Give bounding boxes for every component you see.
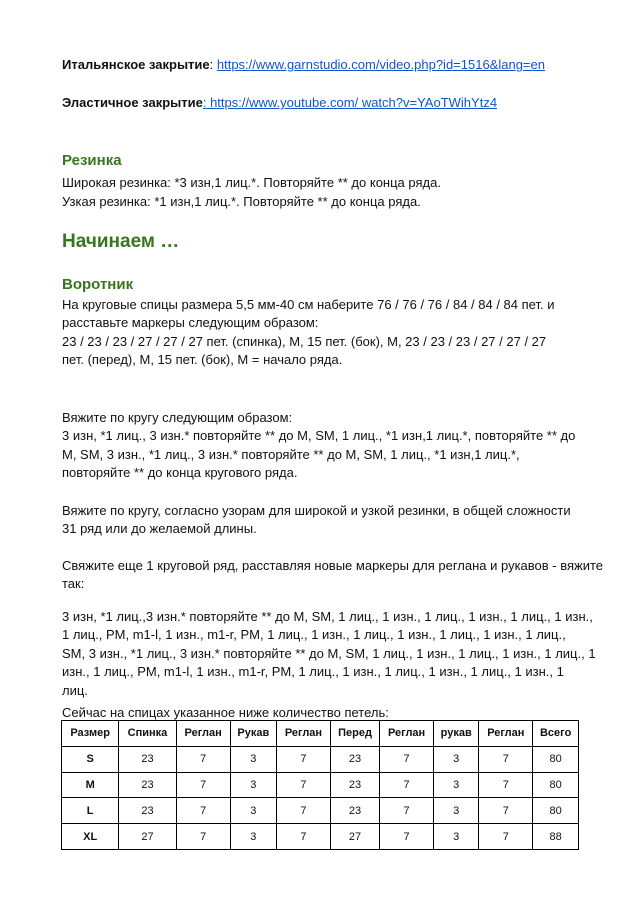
table-cell: 7 (479, 798, 533, 824)
table-header-cell: Перед (330, 721, 379, 747)
table-row (62, 772, 579, 798)
table-row (62, 824, 579, 850)
paragraph-line: лиц. (62, 682, 88, 698)
paragraph-line: Вяжите по кругу, согласно узорам для широкой и узкой резинки, в общей сложности (62, 503, 571, 518)
table-cell: 7 (380, 824, 434, 850)
table-cell: 7 (176, 824, 230, 850)
elastic-bindoff-link[interactable] (203, 95, 497, 110)
table-cell: 3 (230, 772, 276, 798)
table-row (62, 798, 579, 824)
table-header-cell: Реглан (479, 721, 533, 747)
paragraph-line: 1 лиц., PM, m1-l, 1 изн., m1-r, PM, 1 лиц., 1 изн., 1 лиц., 1 изн., 1 лиц., 1 изн., 1 лиц., (62, 627, 566, 643)
rib-wide-text: Широкая резинка: *3 изн,1 лиц.*. Повторяйте ** до конца ряда. (62, 175, 441, 190)
italian-bindoff-label: Итальянское закрытие (62, 57, 210, 72)
collar-cast-on-paragraph (62, 296, 602, 370)
table-cell: 7 (479, 746, 533, 772)
markers-paragraph (62, 557, 602, 594)
table-row (62, 746, 579, 772)
table-cell: 7 (479, 772, 533, 798)
table-cell: 3 (230, 746, 276, 772)
table-cell: 7 (276, 772, 330, 798)
table-cell: 23 (119, 746, 176, 772)
table-cell: 7 (380, 798, 434, 824)
paragraph-line: повторяйте ** до конца кругового ряда. (62, 465, 298, 481)
table-header-cell: Реглан (276, 721, 330, 747)
table-header-cell: Размер (62, 721, 119, 747)
elastic-bindoff-url: https://www.youtube.com/ watch?v=YAoTWihYtz4 (206, 95, 498, 110)
paragraph-line: 3 изн, *1 лиц.,3 изн.* повторяйте ** до М, SM, 1 лиц., 1 изн., 1 лиц., 1 изн., 1 лиц., 1 изн., (62, 609, 593, 624)
paragraph-line: На круговые спицы размера 5,5 мм-40 см наберите 76 / 76 / 76 / 84 / 84 / 84 пет. и (62, 297, 555, 312)
table-cell-size: S (62, 746, 119, 772)
table-cell-size: XL (62, 824, 119, 850)
table-header-cell: Спинка (119, 721, 176, 747)
italian-bindoff-link[interactable]: https://www.garnstudio.com/video.php?id=1516&lang=en (216, 57, 545, 72)
paragraph-line: Вяжите по кругу следующим образом: (62, 410, 293, 425)
table-cell: 3 (434, 798, 479, 824)
table-cell-size: L (62, 798, 119, 824)
paragraph-line: 23 / 23 / 23 / 27 / 27 / 27 пет. (спинка), М, 15 пет. (бок), М, 23 / 23 / 23 / 27 / 27 / 27 (62, 333, 547, 349)
table-cell: 88 (533, 824, 579, 850)
table-cell: 23 (119, 772, 176, 798)
table-header-cell: Реглан (380, 721, 434, 747)
table-cell: 80 (533, 798, 579, 824)
table-cell: 7 (176, 798, 230, 824)
elastic-bindoff-line (62, 93, 497, 112)
table-cell: 7 (276, 798, 330, 824)
collar-round-paragraph (62, 409, 602, 483)
stitch-count-table (61, 720, 579, 850)
table-header-row (62, 721, 579, 747)
italian-bindoff-line (62, 55, 545, 74)
collar-rib-paragraph (62, 502, 602, 539)
raglan-round-paragraph (62, 608, 602, 700)
paragraph-line: расставьте маркеры следующим образом: (62, 315, 319, 331)
italian-bindoff-sep: : (209, 57, 217, 72)
paragraph-line: SM, 3 изн., *1 лиц., 3 изн.* повторяйте ** до М, SM, 1 лиц., 1 изн., 1 лиц., 1 изн., 1 лиц., 1 (62, 645, 596, 661)
table-header-cell: Реглан (176, 721, 230, 747)
table-cell: 3 (230, 824, 276, 850)
paragraph-line: М, SM, 3 изн., *1 лиц., 3 изн.* повторяйте ** до М, SM, 1 лиц., *1 изн,1 лиц.*, (62, 446, 520, 462)
elastic-bindoff-label: Эластичное закрытие (62, 95, 203, 110)
paragraph-line: 31 ряд или до желаемой длины. (62, 521, 257, 537)
table-cell: 3 (434, 824, 479, 850)
start-heading: Начинаем … (62, 231, 180, 252)
rib-narrow-text: Узкая резинка: *1 изн,1 лиц.*. Повторяйте ** до конца ряда. (62, 194, 421, 209)
table-cell: 7 (479, 824, 533, 850)
table-header-cell: Рукав (230, 721, 276, 747)
table-cell: 7 (276, 746, 330, 772)
table-cell: 23 (330, 772, 379, 798)
table-cell: 23 (330, 798, 379, 824)
table-cell: 80 (533, 746, 579, 772)
table-header-cell: Всего (533, 721, 579, 747)
table-cell: 7 (276, 824, 330, 850)
table-header-cell: рукав (434, 721, 479, 747)
table-cell: 80 (533, 772, 579, 798)
collar-heading: Воротник (62, 276, 134, 293)
paragraph-line: пет. (перед), М, 15 пет. (бок), М = начало ряда. (62, 352, 343, 368)
table-caption: Сейчас на спицах указанное ниже количество петель: (62, 705, 389, 720)
table-cell-size: M (62, 772, 119, 798)
table-cell: 7 (176, 746, 230, 772)
table-cell: 7 (176, 772, 230, 798)
table-cell: 23 (330, 746, 379, 772)
paragraph-line: 3 изн, *1 лиц., 3 изн.* повторяйте ** до М, SM, 1 лиц., *1 изн,1 лиц.*, повторяйте ** до (62, 428, 576, 444)
paragraph-line: изн., 1 лиц., PM, m1-l, 1 изн., m1-r, PM, 1 лиц., 1 изн., 1 лиц., 1 изн., 1 лиц., 1 изн., 1 (62, 664, 564, 680)
paragraph-line: Свяжите еще 1 круговой ряд, расставляя новые маркеры для реглана и рукавов - вяжите (62, 558, 604, 573)
table-cell: 7 (380, 772, 434, 798)
table-cell: 3 (434, 772, 479, 798)
table-cell: 27 (119, 824, 176, 850)
table-cell: 3 (434, 746, 479, 772)
elastic-bindoff-sep: : (202, 95, 207, 110)
paragraph-line: так: (62, 576, 85, 592)
table-cell: 3 (230, 798, 276, 824)
table-cell: 27 (330, 824, 379, 850)
table-cell: 23 (119, 798, 176, 824)
rib-heading: Резинка (62, 152, 122, 169)
table-cell: 7 (380, 746, 434, 772)
